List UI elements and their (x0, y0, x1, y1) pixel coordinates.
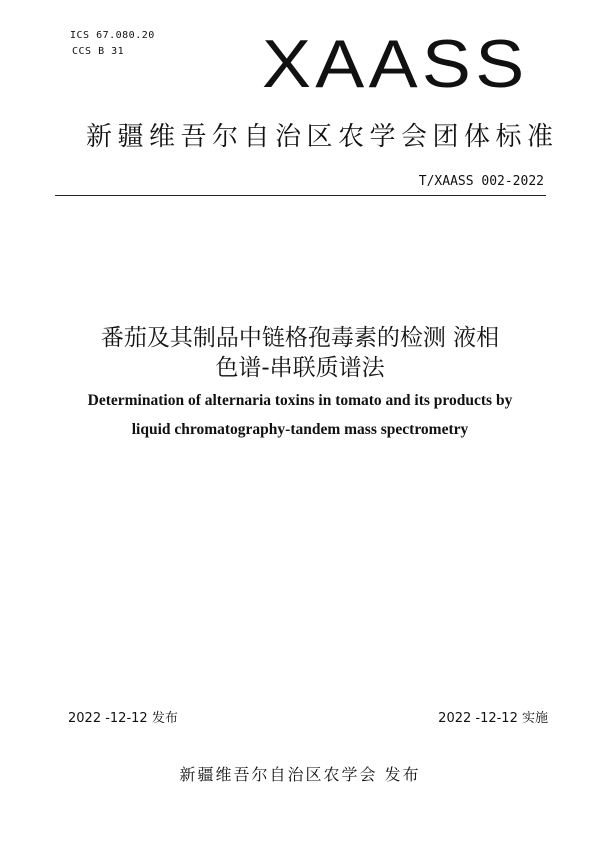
standard-number: T/XAASS 002-2022 (418, 174, 544, 189)
document-title-cn-line2: 色谱-串联质谱法 (215, 355, 385, 381)
ics-code: ICS 67.080.20 (70, 30, 155, 41)
issue-date: 2022 -12-12 发布 (68, 711, 178, 726)
organization-title: 新疆维吾尔自治区农学会团体标准 (86, 122, 559, 152)
implementation-date: 2022 -12-12 实施 (438, 711, 548, 726)
publisher: 新疆维吾尔自治区农学会 发布 (179, 765, 421, 784)
document-title-cn-line1: 番茄及其制品中链格孢毒素的检测 液相 (100, 325, 500, 351)
document-title-en-line1: Determination of alternaria toxins in tomato and its products by (87, 392, 513, 409)
header-divider (55, 195, 546, 196)
ccs-code: CCS B 31 (72, 46, 125, 57)
document-title-en-line2: liquid chromatography-tandem mass spectrometry (131, 421, 469, 438)
standard-logo: XAASS (262, 26, 529, 102)
